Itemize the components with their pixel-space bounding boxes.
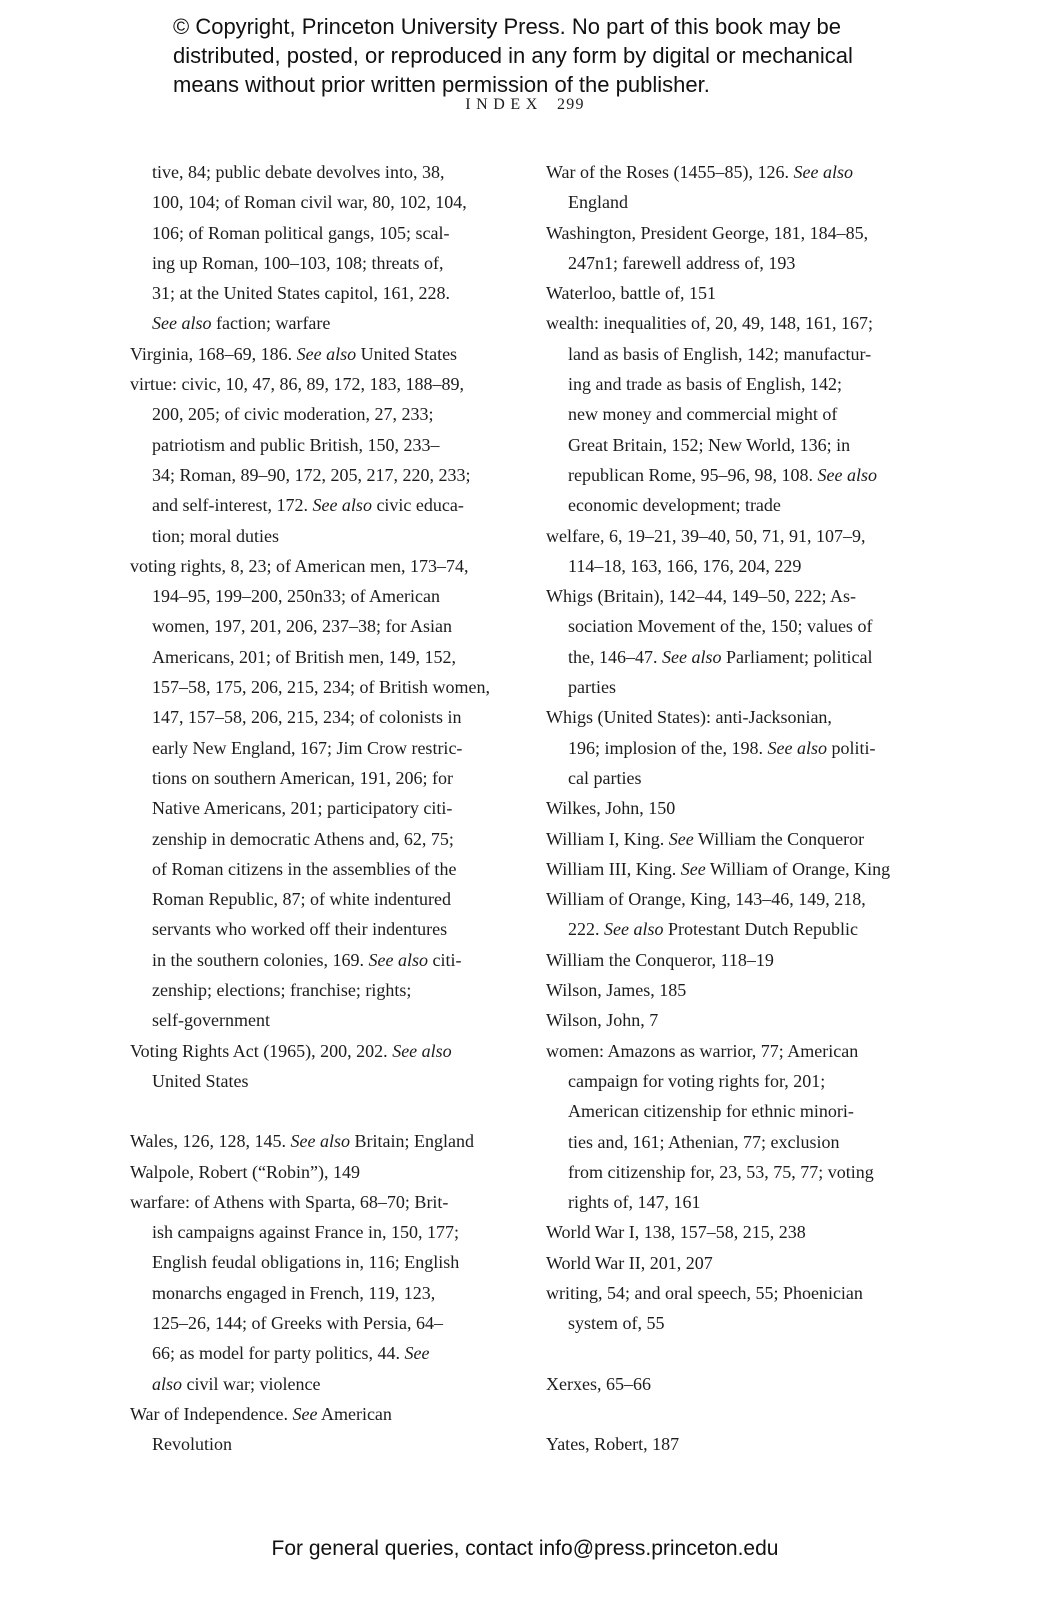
copyright-line: distributed, posted, or reproduced in any form by digital or mechanical	[173, 43, 853, 68]
index-column-right	[546, 157, 920, 1459]
section-break	[546, 1399, 920, 1429]
index-line: War of the Roses (1455–85), 126. See also	[546, 162, 853, 182]
index-line: 106; of Roman political gangs, 105; scal-	[152, 222, 450, 243]
index-line: in the southern colonies, 169. See also citi-	[152, 949, 462, 970]
index-line: ties and, 161; Athenian, 77; exclusion	[568, 1131, 840, 1152]
index-column-left	[130, 157, 504, 1459]
copyright-line: © Copyright, Princeton University Press. No part of this book may be	[173, 14, 841, 39]
index-entry	[130, 1399, 504, 1460]
index-line: system of, 55	[568, 1313, 665, 1334]
index-entry	[130, 1126, 504, 1156]
index-line: Great Britain, 152; New World, 136; in	[568, 434, 851, 455]
index-line: Wilkes, John, 150	[546, 798, 676, 819]
index-entry	[546, 1217, 920, 1247]
index-line: England	[568, 192, 628, 213]
index-line: zenship in democratic Athens and, 62, 75;	[152, 828, 454, 849]
index-line: zenship; elections; franchise; rights;	[152, 980, 412, 1001]
section-break	[546, 1339, 920, 1369]
index-line: 100, 104; of Roman civil war, 80, 102, 104,	[152, 192, 467, 213]
index-line: 34; Roman, 89–90, 172, 205, 217, 220, 233;	[152, 464, 471, 485]
index-line: tive, 84; public debate devolves into, 38,	[152, 162, 445, 182]
index-line: monarchs engaged in French, 119, 123,	[152, 1282, 436, 1303]
index-line: 196; implosion of the, 198. See also politi-	[568, 737, 876, 758]
copyright-line: means without prior written permission of the publisher.	[173, 72, 710, 97]
index-entry	[130, 157, 504, 339]
index-line: 222. See also Protestant Dutch Republic	[568, 919, 858, 940]
index-line: wealth: inequalities of, 20, 49, 148, 161, 167;	[546, 313, 873, 334]
index-line: also civil war; violence	[152, 1373, 321, 1394]
index-line: voting rights, 8, 23; of American men, 173–74,	[130, 555, 469, 576]
index-line: republican Rome, 95–96, 98, 108. See also	[568, 464, 877, 485]
index-line: See also faction; warfare	[152, 313, 331, 334]
index-entry	[546, 793, 920, 823]
index-line: Walpole, Robert (“Robin”), 149	[130, 1161, 360, 1182]
section-break	[130, 1096, 504, 1126]
index-line: 125–26, 144; of Greeks with Persia, 64–	[152, 1312, 443, 1333]
index-entry	[546, 1005, 920, 1035]
index-entry	[546, 824, 920, 854]
index-line: of Roman citizens in the assemblies of the	[152, 858, 457, 879]
index-line: World War I, 138, 157–58, 215, 238	[546, 1222, 806, 1243]
index-line: Xerxes, 65–66	[546, 1373, 651, 1394]
index-entry	[546, 702, 920, 793]
running-head	[0, 96, 1050, 114]
index-entry	[546, 521, 920, 582]
index-line: cal parties	[568, 767, 642, 788]
running-head-title: INDEX	[465, 96, 543, 113]
index-line: Wilson, James, 185	[546, 980, 687, 1001]
index-line: and self-interest, 172. See also civic educa-	[152, 495, 464, 516]
index-entry	[546, 278, 920, 308]
index-line: parties	[568, 677, 616, 698]
index-line: warfare: of Athens with Sparta, 68–70; Brit-	[130, 1191, 449, 1212]
index-entry	[130, 1036, 504, 1097]
index-entry	[546, 308, 920, 520]
index-entry	[130, 339, 504, 369]
index-line: tions on southern American, 191, 206; for	[152, 767, 453, 788]
index-entry	[546, 1036, 920, 1218]
index-line: World War II, 201, 207	[546, 1252, 713, 1273]
index-entry	[546, 945, 920, 975]
index-line: Yates, Robert, 187	[546, 1433, 680, 1454]
index-line: Americans, 201; of British men, 149, 152,	[152, 646, 456, 667]
index-line: English feudal obligations in, 116; English	[152, 1252, 460, 1273]
index-line: 200, 205; of civic moderation, 27, 233;	[152, 404, 434, 425]
index-line: early New England, 167; Jim Crow restric-	[152, 737, 463, 758]
index-entry	[546, 1429, 920, 1459]
index-entry	[130, 1187, 504, 1399]
index-entry	[546, 581, 920, 702]
index-entry	[546, 854, 920, 884]
index-entry	[546, 1248, 920, 1278]
index-line: welfare, 6, 19–21, 39–40, 50, 71, 91, 107–9,	[546, 525, 866, 546]
index-line: the, 146–47. See also Parliament; political	[568, 646, 873, 667]
copyright-notice	[173, 12, 853, 99]
index-line: Whigs (Britain), 142–44, 149–50, 222; As-	[546, 586, 856, 607]
index-line: campaign for voting rights for, 201;	[568, 1070, 826, 1091]
index-line: 157–58, 175, 206, 215, 234; of British women,	[152, 677, 490, 698]
index-line: virtue: civic, 10, 47, 86, 89, 172, 183, 188–89,	[130, 374, 464, 395]
index-line: servants who worked off their indentures	[152, 919, 448, 940]
index-columns	[130, 157, 920, 1459]
index-line: writing, 54; and oral speech, 55; Phoenician	[546, 1282, 863, 1303]
index-line: from citizenship for, 23, 53, 75, 77; voting	[568, 1161, 874, 1182]
index-line: ish campaigns against France in, 150, 177;	[152, 1222, 459, 1243]
index-line: self-government	[152, 1010, 270, 1031]
index-line: William III, King. See William of Orange, King	[546, 858, 891, 879]
index-entry	[546, 1369, 920, 1399]
index-line: Virginia, 168–69, 186. See also United States	[130, 343, 458, 364]
index-line: William the Conqueror, 118–19	[546, 949, 774, 970]
index-line: 66; as model for party politics, 44. See	[152, 1343, 430, 1364]
index-line: tion; moral duties	[152, 525, 279, 546]
index-line: 31; at the United States capitol, 161, 228.	[152, 283, 450, 304]
index-line: ing and trade as basis of English, 142;	[568, 374, 842, 395]
index-entry	[130, 1157, 504, 1187]
index-line: 247n1; farewell address of, 193	[568, 252, 796, 273]
index-entry	[546, 884, 920, 945]
index-line: patriotism and public British, 150, 233–	[152, 434, 440, 455]
index-line: Wilson, John, 7	[546, 1010, 659, 1031]
index-line: Whigs (United States): anti-Jacksonian,	[546, 707, 832, 728]
index-line: 114–18, 163, 166, 176, 204, 229	[568, 555, 802, 576]
index-line: United States	[152, 1070, 249, 1091]
page-number: 299	[556, 96, 585, 113]
index-line: women, 197, 201, 206, 237–38; for Asian	[152, 616, 452, 637]
index-line: American citizenship for ethnic minori-	[568, 1101, 854, 1122]
footer-contact: For general queries, contact info@press.princeton.edu	[271, 1537, 779, 1560]
index-line: Waterloo, battle of, 151	[546, 283, 716, 304]
index-line: land as basis of English, 142; manufactur-	[568, 343, 872, 364]
index-line: Revolution	[152, 1434, 232, 1455]
index-entry	[546, 1278, 920, 1339]
index-line: rights of, 147, 161	[568, 1192, 701, 1213]
index-line: Native Americans, 201; participatory citi-	[152, 798, 453, 819]
index-line: new money and commercial might of	[568, 404, 838, 425]
index-entry	[130, 551, 504, 1036]
index-entry	[546, 157, 920, 218]
index-line: 194–95, 199–200, 250n33; of American	[152, 586, 440, 607]
index-entry	[130, 369, 504, 551]
index-line: sociation Movement of the, 150; values of	[568, 616, 873, 637]
index-line: economic development; trade	[568, 495, 781, 516]
index-line: Washington, President George, 181, 184–85,	[546, 222, 869, 243]
index-line: Voting Rights Act (1965), 200, 202. See also	[130, 1040, 452, 1061]
index-line: William I, King. See William the Conqueror	[546, 828, 865, 849]
index-line: William of Orange, King, 143–46, 149, 218,	[546, 889, 866, 910]
index-line: Wales, 126, 128, 145. See also Britain; England	[130, 1131, 475, 1152]
index-line: women: Amazons as warrior, 77; American	[546, 1040, 859, 1061]
index-line: ing up Roman, 100–103, 108; threats of,	[152, 252, 444, 273]
index-line: 147, 157–58, 206, 215, 234; of colonists in	[152, 707, 462, 728]
index-entry	[546, 975, 920, 1005]
index-line: Roman Republic, 87; of white indentured	[152, 889, 451, 910]
index-line: War of Independence. See American	[130, 1403, 392, 1424]
index-entry	[546, 218, 920, 279]
